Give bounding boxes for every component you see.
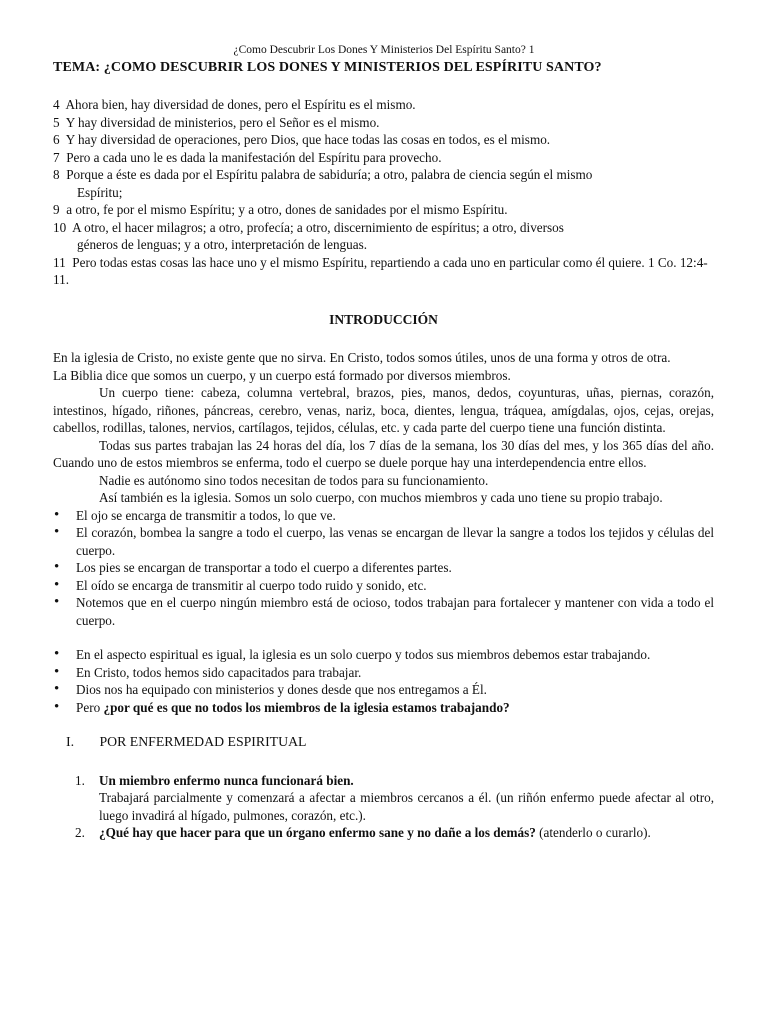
intro-paragraph: Un cuerpo tiene: cabeza, columna vertebral, brazos, pies, manos, dedos, coyunturas, uñas, piernas, corazón, intestinos, hígado, riñones, páncreas, cerebro, venas, nariz, boca, dientes, lengua, tráquea, amígdalas, ojos, cejas, orejas, cabellos, rodillas, talones, nervios, cartílagos, tejidos, células, etc. y cada parte del cuerpo tiene una función distinta.: [53, 385, 714, 435]
list-item: • Dios nos ha equipado con ministerios y dones desde que nos entregamos a Él.: [53, 681, 714, 699]
scripture-passage: [53, 96, 714, 289]
verse-continuation: géneros de lenguas; y a otro, interpretación de lenguas.: [77, 237, 368, 252]
list-item: • El ojo se encarga de transmitir a todos, lo que ve.: [53, 507, 714, 525]
verse: [53, 254, 714, 289]
numbered-list: [53, 772, 714, 842]
verse-continuation: Espíritu;: [77, 184, 123, 200]
bullet-list: [53, 646, 714, 716]
verse-text: Y hay diversidad de operaciones, pero Dios, que hace todas las cosas en todos, es el mismo.: [65, 132, 551, 147]
verse-text: Porque a éste es dada por el Espíritu palabra de sabiduría; a otro, palabra de ciencia según el mismo: [66, 167, 593, 182]
item-number: 2.: [75, 825, 85, 840]
verse-text: A otro, el hacer milagros; a otro, profecía; a otro, discernimiento de espíritus; a otro, diversos: [72, 219, 564, 235]
verse: [53, 114, 714, 132]
verse-text: Pero a cada uno le es dada la manifestación del Espíritu para provecho.: [66, 149, 442, 165]
list-item: [53, 772, 714, 825]
list-item: • En el aspecto espiritual es igual, la iglesia es un solo cuerpo y todos sus miembros debemos estar trabajando.: [53, 646, 714, 664]
verse-text: Ahora bien, hay diversidad de dones, pero el Espíritu es el mismo.: [65, 97, 416, 112]
verse-number: 7: [53, 149, 60, 165]
verse: [53, 149, 714, 167]
intro-paragraph: En la iglesia de Cristo, no existe gente que no sirva. En Cristo, todos somos útiles, unos de una forma y otros de otra.: [53, 350, 671, 365]
verse-text: Pero todas estas cosas las hace uno y el mismo Espíritu, repartiendo a cada uno en particular como él quiere. 1 Co. 12:4-11.: [53, 254, 708, 287]
verse-number: 5: [53, 114, 60, 130]
verse-text: a otro, fe por el mismo Espíritu; y a otro, dones de sanidades por el mismo Espíritu.: [66, 202, 508, 217]
section-heading-introduccion: INTRODUCCIÓN: [329, 311, 438, 327]
verse: [53, 131, 714, 149]
intro-paragraph: Nadie es autónomo sino todos necesitan de todos para su funcionamiento.: [99, 472, 489, 488]
item-text: Trabajará parcialmente y comenzará a afectar a miembros cercanos a él. (un riñón enfermo puede afectar al otro, luego invadirá al hígado, pulmones, corazón, etc.).: [99, 790, 714, 823]
item-heading: Un miembro enfermo nunca funcionará bien.: [99, 772, 354, 788]
list-item: • El oído se encarga de transmitir al cuerpo todo ruido y sonido, etc.: [53, 577, 714, 595]
document-title: TEMA: ¿COMO DESCUBRIR LOS DONES Y MINISTERIOS DEL ESPÍRITU SANTO?: [53, 60, 602, 75]
document-body: [53, 96, 714, 842]
verse: [53, 219, 714, 254]
verse-number: 4: [53, 97, 60, 112]
list-item: • Notemos que en el cuerpo ningún miembro está de ocioso, todos trabajan para fortalecer y mantener con vida a todo el cuerpo.: [53, 594, 714, 629]
intro-paragraph: Así también es la iglesia. Somos un solo cuerpo, con muchos miembros y cada uno tiene su propio trabajo.: [99, 490, 663, 505]
spacer: [53, 629, 714, 646]
item-number: 1.: [75, 772, 85, 788]
verse: [53, 166, 714, 201]
verse-number: 11: [53, 254, 66, 270]
list-item: [53, 824, 714, 842]
verse: [53, 201, 714, 219]
list-item: • Los pies se encargan de transportar a todo el cuerpo a diferentes partes.: [53, 559, 714, 577]
bullet-list: [53, 507, 714, 630]
intro-paragraph: La Biblia dice que somos un cuerpo, y un cuerpo está formado por diversos miembros.: [53, 367, 511, 383]
question-lead: Pero: [76, 699, 104, 715]
section-title: POR ENFERMEDAD ESPIRITUAL: [99, 734, 307, 749]
key-question: ¿por qué es que no todos los miembros de la iglesia estamos trabajando?: [103, 699, 510, 715]
verse-number: 9: [53, 202, 60, 217]
running-header: ¿Como Descubrir Los Dones Y Ministerios Del Espíritu Santo? 1: [233, 44, 535, 56]
item-text: (atenderlo o curarlo).: [535, 825, 651, 840]
intro-paragraph: Todas sus partes trabajan las 24 horas del día, los 7 días de la semana, los 30 días del mes, y los 365 días del año. Cuando uno de estos miembros se enferma, todo el cuerpo se duele porque hay una interdependencia entre ellos.: [53, 437, 714, 470]
section-heading-1: [53, 733, 714, 752]
list-item: • En Cristo, todos hemos sido capacitados para trabajar.: [53, 664, 714, 682]
verse-number: 6: [53, 132, 60, 147]
list-item: [53, 699, 714, 717]
section-numeral: I.: [66, 735, 75, 750]
verse-number: 10: [53, 219, 67, 235]
verse-number: 8: [53, 167, 60, 182]
item-heading: ¿Qué hay que hacer para que un órgano enfermo sane y no dañe a los demás?: [99, 825, 536, 840]
verse: [53, 96, 714, 114]
list-item: • El corazón, bombea la sangre a todo el cuerpo, las venas se encargan de llevar la sangre a todos los tejidos y células del cuerpo.: [53, 524, 714, 559]
verse-text: Y hay diversidad de ministerios, pero el Señor es el mismo.: [65, 114, 380, 130]
